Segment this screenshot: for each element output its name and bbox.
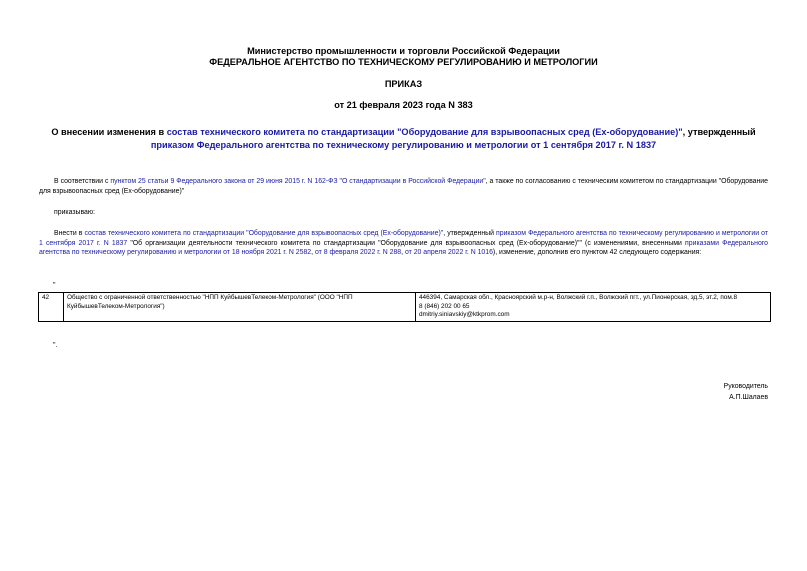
order-1837-link[interactable]: приказом Федерального агентства по техническому регулированию и метрологии от 1 сентября 2017 г. N 1837 (39, 230, 768, 247)
paragraph-basis (39, 177, 768, 196)
order-1016-link[interactable]: от 20 апреля 2022 г. N 1016 (404, 249, 493, 256)
text: Внести в (54, 230, 85, 237)
agency-name: ФЕДЕРАЛЬНОЕ АГЕНТСТВО ПО ТЕХНИЧЕСКОМУ РЕГУЛИРОВАНИЮ И МЕТРОЛОГИИ (209, 57, 598, 67)
order-2582-link[interactable]: приказами Федерального агентства по техническому регулированию и метрологии от 18 ноября 2021 г. N 2582 (39, 239, 768, 256)
paragraph-amendment (39, 229, 768, 258)
title-text: О внесении изменения в (51, 127, 167, 137)
organization-name: Общество с ограниченной ответственностью "НПП КуйбышевТелеком-Метрология" (ООО "НПП КуйбышевТелеком-Метрология") (64, 293, 416, 322)
text: , (401, 249, 405, 256)
text: ), изменение, дополнив его пунктом 42 следующего содержания: (492, 249, 702, 256)
organization-phone: 8 (846) 202 00 65 (419, 302, 470, 310)
document-date: от 21 февраля 2023 года N 383 (334, 100, 473, 110)
paragraph-order: приказываю: (54, 209, 95, 216)
signature-name: А.П.Шалаев (729, 394, 768, 401)
ministry-name: Министерство промышленности и торговли Российской Федерации (247, 46, 560, 56)
row-number: 42 (39, 293, 64, 322)
organization-email: dmitriy.siniavskiy@ktkprom.com (419, 311, 510, 319)
text: В соответствии с (54, 178, 111, 185)
text: , а также по согласованию с техническим комитетом по стандартизации "Оборудование для взрывоопасных сред (Ex-оборудование)" (39, 178, 768, 195)
organization-address: 446394, Самарская обл., Красноярский м.р-н, Волжский г.п., Волжский пгт., ул.Пионерская, зд.5, эт.2, пом.8 (419, 294, 738, 301)
title-link-committee[interactable]: состав технического комитета по стандартизации "Оборудование для взрывоопасных сред (Ex-оборудование)" (166, 127, 683, 137)
law-link[interactable]: пунктом 25 статьи 9 Федерального закона от 29 июня 2015 г. N 162-ФЗ "О стандартизации в Российской Федерации" (110, 178, 486, 185)
close-quote: ". (53, 342, 58, 349)
open-quote: " (53, 282, 56, 289)
text: , (311, 249, 315, 256)
document-title (30, 126, 777, 152)
table-row (39, 293, 771, 322)
text: "Об организации деятельности технического комитета по стандартизации "Оборудование для взрывоопасных сред (Ex-оборудование)"" (с изменениями, внесенными (127, 239, 686, 247)
committee-link[interactable]: состав технического комитета по стандартизации "Оборудование для взрывоопасных сред (Ex-оборудование)" (84, 230, 444, 237)
order-288-link[interactable]: от 8 февраля 2022 г. N 288 (314, 249, 402, 256)
organization-contacts (416, 293, 771, 322)
text: , утвержденный (443, 230, 496, 237)
committee-member-table (38, 292, 771, 322)
title-link-order[interactable]: приказом Федерального агентства по техническому регулированию и метрологии от 1 сентября 2017 г. N 1837 (150, 140, 657, 150)
title-text: , утвержденный (682, 127, 756, 137)
document-type: ПРИКАЗ (384, 79, 423, 89)
signature-position: Руководитель (723, 383, 768, 390)
